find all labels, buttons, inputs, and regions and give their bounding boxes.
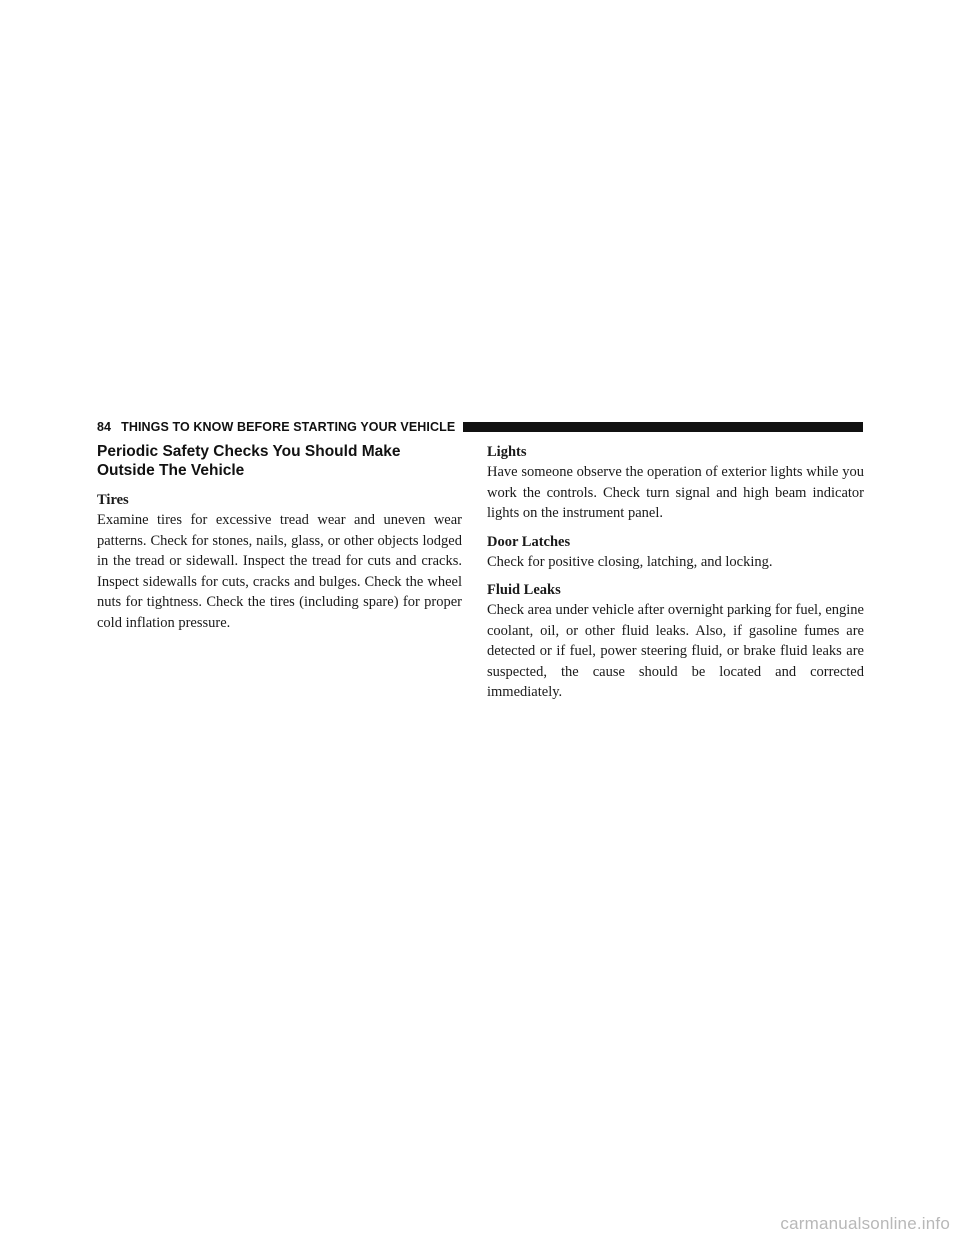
- tires-paragraph: Examine tires for excessive tread wear and uneven wear patterns. Check for stones, nails, glass, or other objects lodged in the tread or sidewall. Inspect the tread for cuts and cracks. Inspect sidewalls for cuts, cracks and bulges. Check the wheel nuts for tightness. Check the tires (including spare) for proper cold inflation pressure.: [97, 512, 462, 631]
- door-latches-paragraph: Check for positive closing, latching, and locking.: [487, 553, 773, 570]
- page-header: [97, 419, 863, 435]
- tires-heading: Tires: [97, 492, 129, 508]
- lights-heading: Lights: [487, 444, 527, 460]
- left-column: [97, 442, 462, 641]
- header-rule: [463, 422, 863, 432]
- section-title: Periodic Safety Checks You Should Make Outside The Vehicle: [97, 443, 401, 479]
- fluid-leaks-paragraph: Check area under vehicle after overnight parking for fuel, engine coolant, oil, or other fluid leaks. Also, if gasoline fumes are detected or if fuel, power steering fluid, or brake fluid leaks are suspected, the cause should be located and corrected immediately.: [487, 602, 864, 700]
- watermark: carmanualsonline.info: [780, 1214, 950, 1233]
- door-latches-heading: Door Latches: [487, 533, 571, 550]
- lights-paragraph: Have someone observe the operation of exterior lights while you work the controls. Check turn signal and high beam indicator lights on the instrument panel.: [487, 464, 864, 521]
- page-number: 84: [97, 420, 112, 434]
- right-column: [487, 442, 864, 711]
- fluid-leaks-heading: Fluid Leaks: [487, 582, 561, 598]
- chapter-title: THINGS TO KNOW BEFORE STARTING YOUR VEHICLE: [121, 420, 456, 434]
